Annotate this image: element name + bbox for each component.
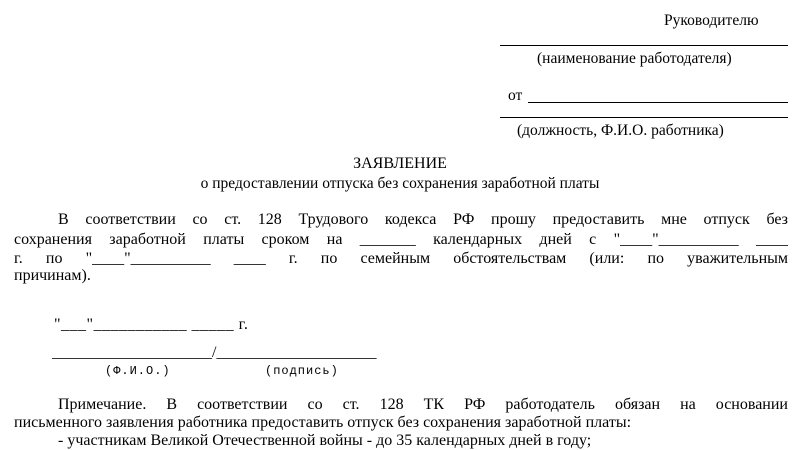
signature-caption: (подпись)	[265, 364, 339, 378]
document-subtitle: о предоставлении отпуска без сохранения заработной платы	[200, 175, 600, 192]
body-line-1: В соответствии со ст. 128 Трудового кодекса РФ прошу предоставить мне отпуск без	[58, 211, 788, 228]
body-line-2: сохранения заработной платы сроком на _______ календарных дней с "____"__________ ____	[14, 231, 788, 248]
note-line-3: - участникам Великой Отечественной войны - до 35 календарных дней в году;	[58, 432, 592, 449]
from-name-line	[528, 102, 788, 103]
addressee-label: Руководителю	[664, 12, 759, 29]
name-caption: (Ф.И.О.)	[105, 364, 171, 378]
from-label: от	[508, 87, 523, 104]
position-caption: (должность, Ф.И.О. работника)	[517, 122, 724, 139]
date-line: "___"___________ _____ г.	[54, 316, 249, 333]
note-line-1: Примечание. В соответствии со ст. 128 ТК РФ работодатель обязан на основании	[58, 396, 788, 413]
position-line	[500, 117, 788, 118]
document-title: ЗАЯВЛЕНИЕ	[353, 155, 447, 172]
employer-caption: (наименование работодателя)	[537, 50, 732, 67]
body-line-3: г. по "____"__________ ____ г. по семейным обстоятельствам (или: по уважительным	[14, 250, 788, 267]
note-line-2: письменного заявления работника предоставить отпуск без сохранения заработной платы:	[14, 414, 632, 431]
employer-name-line	[500, 45, 788, 46]
name-signature-blank: ____________________/____________________	[52, 344, 377, 361]
body-line-4: причинам).	[14, 267, 91, 284]
